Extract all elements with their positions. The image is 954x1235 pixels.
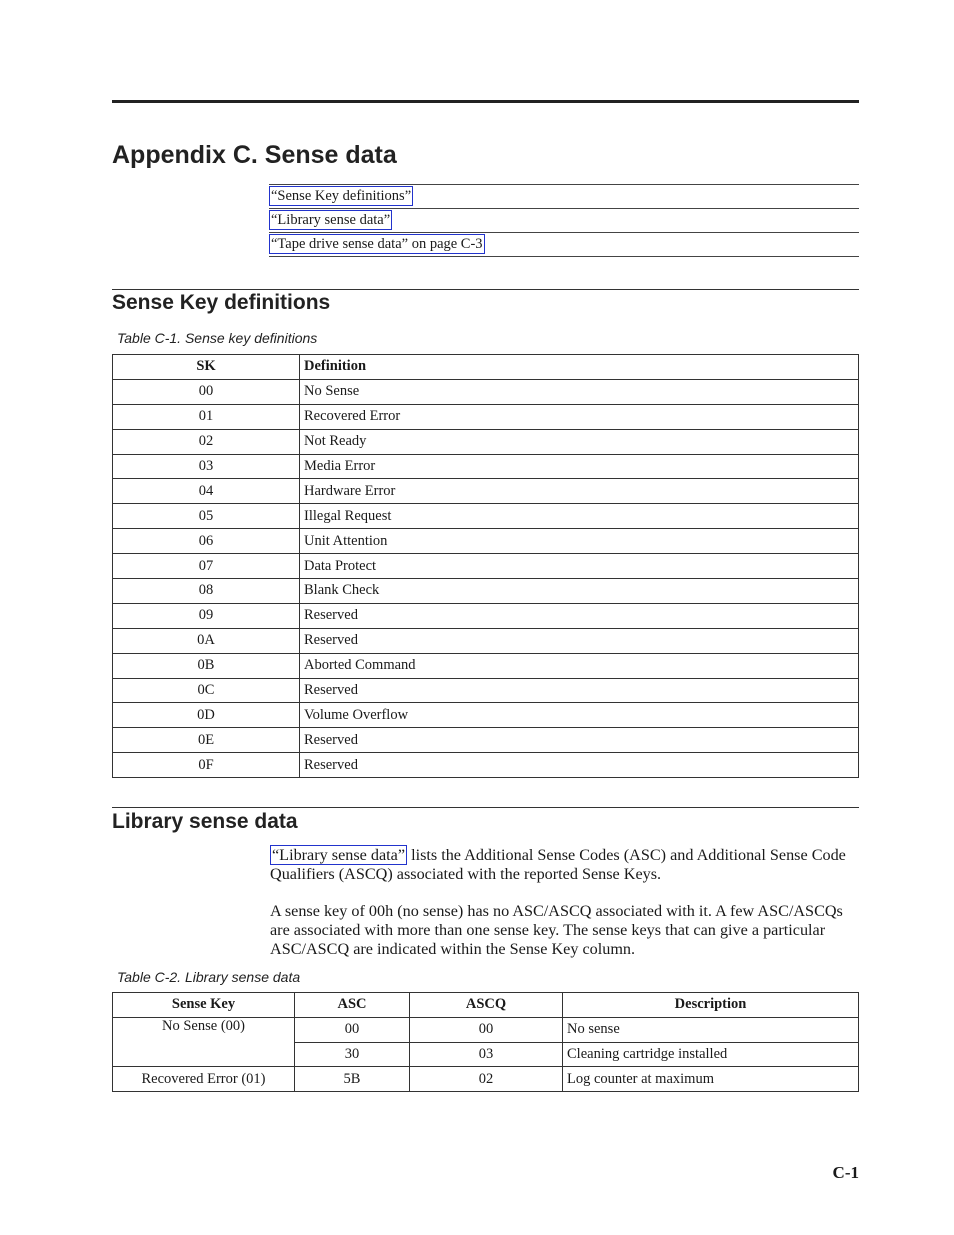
table-row bbox=[113, 504, 859, 529]
toc-list bbox=[269, 184, 859, 257]
column-header: ASC bbox=[295, 993, 410, 1018]
table-row bbox=[113, 1017, 859, 1042]
section-heading-library-sense-data: Library sense data bbox=[112, 810, 298, 833]
top-rule bbox=[112, 100, 859, 103]
table-row bbox=[113, 728, 859, 753]
table-row bbox=[113, 753, 859, 778]
description-cell: Cleaning cartridge installed bbox=[563, 1042, 859, 1067]
toc-link-library-sense-data[interactable]: “Library sense data” bbox=[271, 212, 391, 228]
table-row bbox=[113, 479, 859, 504]
definition-cell: Unit Attention bbox=[300, 529, 859, 554]
sk-cell: 03 bbox=[113, 454, 300, 479]
sense-key-table bbox=[112, 354, 859, 778]
table-row bbox=[113, 454, 859, 479]
sk-cell: 0B bbox=[113, 653, 300, 678]
table-row bbox=[113, 554, 859, 579]
definition-cell: Not Ready bbox=[300, 429, 859, 454]
table-caption: Table C-1. Sense key definitions bbox=[117, 330, 318, 346]
library-sense-table bbox=[112, 992, 859, 1092]
toc-link-tape-drive-sense-data[interactable]: “Tape drive sense data” on page C-3 bbox=[271, 236, 483, 252]
page-title: Appendix C. Sense data bbox=[112, 141, 397, 169]
table-row bbox=[113, 404, 859, 429]
sk-cell: 0F bbox=[113, 753, 300, 778]
column-header: Definition bbox=[300, 355, 859, 380]
definition-cell: Aborted Command bbox=[300, 653, 859, 678]
sense-key-cell: Recovered Error (01) bbox=[113, 1067, 295, 1092]
table-row bbox=[113, 579, 859, 604]
sk-cell: 09 bbox=[113, 603, 300, 628]
definition-cell: Media Error bbox=[300, 454, 859, 479]
definition-cell: Reserved bbox=[300, 628, 859, 653]
paragraph-intro bbox=[270, 846, 860, 884]
definition-cell: Data Protect bbox=[300, 554, 859, 579]
page-number: C-1 bbox=[832, 1163, 859, 1182]
table-row bbox=[113, 529, 859, 554]
column-header: Sense Key bbox=[113, 993, 295, 1018]
sk-cell: 00 bbox=[113, 379, 300, 404]
paragraph-intro-text: lists the Additional Sense Codes (ASC) and Additional Sense Code Qualifiers (ASCQ) associated with the reported Sense Keys. bbox=[270, 846, 846, 883]
sk-cell: 02 bbox=[113, 429, 300, 454]
table-row bbox=[113, 429, 859, 454]
column-header: Description bbox=[563, 993, 859, 1018]
sk-cell: 0C bbox=[113, 678, 300, 703]
sk-cell: 0D bbox=[113, 703, 300, 728]
sk-cell: 05 bbox=[113, 504, 300, 529]
section-heading-sense-key-definitions: Sense Key definitions bbox=[112, 291, 331, 314]
table-row bbox=[113, 628, 859, 653]
definition-cell: Reserved bbox=[300, 603, 859, 628]
sk-cell: 01 bbox=[113, 404, 300, 429]
ascq-cell: 00 bbox=[410, 1017, 563, 1042]
asc-cell: 30 bbox=[295, 1042, 410, 1067]
paragraph-sense-key-note: A sense key of 00h (no sense) has no ASC/ASCQ associated with it. A few ASC/ASCQs are associated with more than one sense key. The sense keys that can give a particular ASC/ASCQ are indicated within the Sense Key column. bbox=[270, 902, 843, 958]
description-cell: No sense bbox=[563, 1017, 859, 1042]
column-header: ASCQ bbox=[410, 993, 563, 1018]
table-row bbox=[113, 379, 859, 404]
definition-cell: Illegal Request bbox=[300, 504, 859, 529]
toc-row bbox=[269, 208, 859, 232]
sk-cell: 0E bbox=[113, 728, 300, 753]
sk-cell: 07 bbox=[113, 554, 300, 579]
table-header-row bbox=[113, 993, 859, 1018]
definition-cell: Volume Overflow bbox=[300, 703, 859, 728]
ascq-cell: 02 bbox=[410, 1067, 563, 1092]
section-rule bbox=[112, 807, 859, 808]
table-row bbox=[113, 678, 859, 703]
definition-cell: Reserved bbox=[300, 728, 859, 753]
sk-cell: 06 bbox=[113, 529, 300, 554]
definition-cell: No Sense bbox=[300, 379, 859, 404]
definition-cell: Recovered Error bbox=[300, 404, 859, 429]
definition-cell: Reserved bbox=[300, 678, 859, 703]
sk-cell: 04 bbox=[113, 479, 300, 504]
asc-cell: 5B bbox=[295, 1067, 410, 1092]
table-header-row bbox=[113, 355, 859, 380]
table-row bbox=[113, 1067, 859, 1092]
toc-row bbox=[269, 184, 859, 208]
sense-key-cell: No Sense (00) bbox=[113, 1017, 295, 1067]
asc-cell: 00 bbox=[295, 1017, 410, 1042]
table-row bbox=[113, 603, 859, 628]
ascq-cell: 03 bbox=[410, 1042, 563, 1067]
description-cell: Log counter at maximum bbox=[563, 1067, 859, 1092]
definition-cell: Reserved bbox=[300, 753, 859, 778]
section-rule bbox=[112, 289, 859, 290]
definition-cell: Hardware Error bbox=[300, 479, 859, 504]
inline-link-library-sense-data[interactable]: “Library sense data” bbox=[272, 846, 406, 864]
table-row bbox=[113, 703, 859, 728]
toc-row bbox=[269, 232, 859, 257]
definition-cell: Blank Check bbox=[300, 579, 859, 604]
toc-link-sense-key-definitions[interactable]: “Sense Key definitions” bbox=[271, 188, 412, 204]
table-caption: Table C-2. Library sense data bbox=[117, 969, 301, 985]
sk-cell: 08 bbox=[113, 579, 300, 604]
column-header: SK bbox=[113, 355, 300, 380]
sk-cell: 0A bbox=[113, 628, 300, 653]
table-row bbox=[113, 653, 859, 678]
